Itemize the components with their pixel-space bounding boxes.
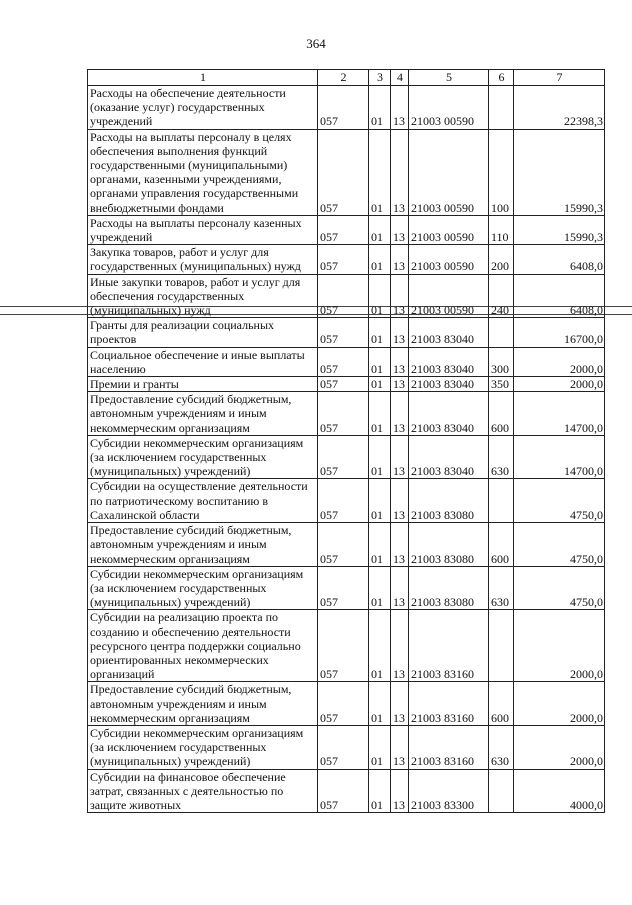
table-row bbox=[88, 129, 605, 215]
cell-name: Субсидии на реализацию проекта по созданию и обеспечению деятельности ресурсного центра поддержки социально ориентированных некоммерческих организаций bbox=[88, 610, 318, 682]
cell-name: Субсидии некоммерческим организациям (за исключением государственных (муниципальных) учреждений) bbox=[88, 566, 318, 610]
cell-target-article: 21003 83040 bbox=[409, 347, 489, 376]
cell-expense-type: 200 bbox=[489, 245, 514, 274]
cell-ministry-code: 057 bbox=[318, 318, 369, 347]
cell-target-article: 21003 83160 bbox=[409, 725, 489, 769]
cell-section: 01 bbox=[369, 523, 391, 567]
cell-amount: 16700,0 bbox=[514, 318, 605, 347]
col-header-amount: 7 bbox=[514, 70, 605, 86]
cell-amount: 4750,0 bbox=[514, 479, 605, 523]
cell-amount: 4750,0 bbox=[514, 566, 605, 610]
cell-expense-type: 300 bbox=[489, 347, 514, 376]
cell-subsection: 13 bbox=[391, 725, 409, 769]
cell-name: Расходы на обеспечение деятельности (оказание услуг) государственных учреждений bbox=[88, 86, 318, 130]
cell-amount: 6408,0 bbox=[514, 245, 605, 274]
cell-subsection: 13 bbox=[391, 682, 409, 726]
cell-ministry-code: 057 bbox=[318, 392, 369, 436]
cell-section: 01 bbox=[369, 435, 391, 479]
cell-subsection: 13 bbox=[391, 769, 409, 813]
page-number: 364 bbox=[306, 36, 326, 51]
table-row bbox=[88, 479, 605, 523]
cell-ministry-code: 057 bbox=[318, 347, 369, 376]
cell-amount: 4000,0 bbox=[514, 769, 605, 813]
cell-ministry-code: 057 bbox=[318, 725, 369, 769]
cell-ministry-code: 057 bbox=[318, 610, 369, 682]
cell-expense-type: 630 bbox=[489, 566, 514, 610]
cell-section: 01 bbox=[369, 682, 391, 726]
cell-name: Субсидии на финансовое обеспечение затрат, связанных с деятельностью по защите животных bbox=[88, 769, 318, 813]
table-row bbox=[88, 318, 605, 347]
cell-subsection: 13 bbox=[391, 347, 409, 376]
col-header-target-article: 5 bbox=[409, 70, 489, 86]
cell-subsection: 13 bbox=[391, 274, 409, 318]
cell-section: 01 bbox=[369, 245, 391, 274]
cell-section: 01 bbox=[369, 769, 391, 813]
cell-target-article: 21003 83040 bbox=[409, 435, 489, 479]
cell-section: 01 bbox=[369, 318, 391, 347]
table-row bbox=[88, 769, 605, 813]
cell-expense-type: 100 bbox=[489, 129, 514, 215]
cell-section: 01 bbox=[369, 392, 391, 436]
table-row bbox=[88, 523, 605, 567]
table-row bbox=[88, 245, 605, 274]
col-header-name: 1 bbox=[88, 70, 318, 86]
cell-target-article: 21003 83080 bbox=[409, 479, 489, 523]
cell-subsection: 13 bbox=[391, 566, 409, 610]
cell-subsection: 13 bbox=[391, 523, 409, 567]
cell-amount: 15990,3 bbox=[514, 215, 605, 244]
cell-name: Премии и гранты bbox=[88, 377, 318, 392]
cell-amount: 2000,0 bbox=[514, 725, 605, 769]
cell-expense-type: 600 bbox=[489, 392, 514, 436]
cell-amount: 15990,3 bbox=[514, 129, 605, 215]
cell-target-article: 21003 83160 bbox=[409, 682, 489, 726]
cell-expense-type: 240 bbox=[489, 274, 514, 318]
table-row bbox=[88, 566, 605, 610]
table-body bbox=[88, 86, 605, 813]
cell-name: Предоставление субсидий бюджетным, автономным учреждениям и иным некоммерческим организациям bbox=[88, 392, 318, 436]
cell-ministry-code: 057 bbox=[318, 245, 369, 274]
cell-target-article: 21003 83040 bbox=[409, 377, 489, 392]
table-row bbox=[88, 215, 605, 244]
cell-expense-type bbox=[489, 479, 514, 523]
cell-ministry-code: 057 bbox=[318, 274, 369, 318]
cell-expense-type bbox=[489, 610, 514, 682]
cell-target-article: 21003 00590 bbox=[409, 129, 489, 215]
cell-subsection: 13 bbox=[391, 215, 409, 244]
cell-subsection: 13 bbox=[391, 129, 409, 215]
cell-target-article: 21003 83080 bbox=[409, 523, 489, 567]
cell-target-article: 21003 00590 bbox=[409, 215, 489, 244]
table-row bbox=[88, 274, 605, 318]
cell-amount: 2000,0 bbox=[514, 610, 605, 682]
cell-subsection: 13 bbox=[391, 245, 409, 274]
cell-section: 01 bbox=[369, 274, 391, 318]
table-row bbox=[88, 86, 605, 130]
cell-amount: 2000,0 bbox=[514, 682, 605, 726]
header-row bbox=[88, 70, 605, 86]
col-header-ministry: 2 bbox=[318, 70, 369, 86]
cell-section: 01 bbox=[369, 215, 391, 244]
cell-name: Расходы на выплаты персоналу казенных учреждений bbox=[88, 215, 318, 244]
cell-section: 01 bbox=[369, 129, 391, 215]
cell-name: Предоставление субсидий бюджетным, автономным учреждениям и иным некоммерческим организациям bbox=[88, 682, 318, 726]
cell-expense-type bbox=[489, 86, 514, 130]
cell-target-article: 21003 83300 bbox=[409, 769, 489, 813]
cell-section: 01 bbox=[369, 377, 391, 392]
table-row bbox=[88, 377, 605, 392]
cell-subsection: 13 bbox=[391, 318, 409, 347]
cell-section: 01 bbox=[369, 610, 391, 682]
cell-ministry-code: 057 bbox=[318, 86, 369, 130]
cell-ministry-code: 057 bbox=[318, 377, 369, 392]
cell-expense-type: 350 bbox=[489, 377, 514, 392]
cell-target-article: 21003 83160 bbox=[409, 610, 489, 682]
cell-subsection: 13 bbox=[391, 435, 409, 479]
cell-expense-type: 600 bbox=[489, 523, 514, 567]
cell-section: 01 bbox=[369, 347, 391, 376]
table-row bbox=[88, 347, 605, 376]
cell-expense-type bbox=[489, 318, 514, 347]
col-header-section: 3 bbox=[369, 70, 391, 86]
cell-target-article: 21003 83040 bbox=[409, 318, 489, 347]
cell-ministry-code: 057 bbox=[318, 435, 369, 479]
budget-table bbox=[87, 69, 605, 813]
table-row bbox=[88, 682, 605, 726]
cell-name: Гранты для реализации социальных проектов bbox=[88, 318, 318, 347]
cell-ministry-code: 057 bbox=[318, 129, 369, 215]
cell-section: 01 bbox=[369, 479, 391, 523]
cell-ministry-code: 057 bbox=[318, 479, 369, 523]
col-header-expense-type: 6 bbox=[489, 70, 514, 86]
cell-name: Субсидии на осуществление деятельности по патриотическому воспитанию в Сахалинской области bbox=[88, 479, 318, 523]
table-row bbox=[88, 610, 605, 682]
cell-name: Социальное обеспечение и иные выплаты населению bbox=[88, 347, 318, 376]
cell-name: Иные закупки товаров, работ и услуг для обеспечения государственных (муниципальных) нужд bbox=[88, 274, 318, 318]
cell-expense-type: 630 bbox=[489, 725, 514, 769]
col-header-subsection: 4 bbox=[391, 70, 409, 86]
cell-name: Субсидии некоммерческим организациям (за исключением государственных (муниципальных) учреждений) bbox=[88, 725, 318, 769]
cell-expense-type: 110 bbox=[489, 215, 514, 244]
cell-target-article: 21003 83040 bbox=[409, 392, 489, 436]
cell-amount: 14700,0 bbox=[514, 392, 605, 436]
cell-name: Предоставление субсидий бюджетным, автономным учреждениям и иным некоммерческим организациям bbox=[88, 523, 318, 567]
cell-name: Закупка товаров, работ и услуг для государственных (муниципальных) нужд bbox=[88, 245, 318, 274]
cell-section: 01 bbox=[369, 86, 391, 130]
cell-ministry-code: 057 bbox=[318, 682, 369, 726]
cell-amount: 2000,0 bbox=[514, 377, 605, 392]
table-row bbox=[88, 392, 605, 436]
cell-subsection: 13 bbox=[391, 610, 409, 682]
cell-subsection: 13 bbox=[391, 377, 409, 392]
cell-amount: 4750,0 bbox=[514, 523, 605, 567]
cell-expense-type: 600 bbox=[489, 682, 514, 726]
cell-subsection: 13 bbox=[391, 86, 409, 130]
cell-target-article: 21003 00590 bbox=[409, 245, 489, 274]
cell-expense-type bbox=[489, 769, 514, 813]
table-row bbox=[88, 725, 605, 769]
cell-name: Субсидии некоммерческим организациям (за исключением государственных (муниципальных) учреждений) bbox=[88, 435, 318, 479]
cell-target-article: 21003 00590 bbox=[409, 86, 489, 130]
cell-target-article: 21003 00590 bbox=[409, 274, 489, 318]
cell-amount: 6408,0 bbox=[514, 274, 605, 318]
cell-subsection: 13 bbox=[391, 479, 409, 523]
cell-ministry-code: 057 bbox=[318, 769, 369, 813]
cell-subsection: 13 bbox=[391, 392, 409, 436]
cell-target-article: 21003 83080 bbox=[409, 566, 489, 610]
cell-amount: 14700,0 bbox=[514, 435, 605, 479]
cell-section: 01 bbox=[369, 566, 391, 610]
cell-ministry-code: 057 bbox=[318, 215, 369, 244]
cell-amount: 22398,3 bbox=[514, 86, 605, 130]
table-row bbox=[88, 435, 605, 479]
cell-expense-type: 630 bbox=[489, 435, 514, 479]
cell-ministry-code: 057 bbox=[318, 523, 369, 567]
cell-ministry-code: 057 bbox=[318, 566, 369, 610]
cell-amount: 2000,0 bbox=[514, 347, 605, 376]
cell-section: 01 bbox=[369, 725, 391, 769]
cell-name: Расходы на выплаты персоналу в целях обеспечения выполнения функций государственными (муниципальными) органами, казенными учреждениями, органами управления государственными внебюджетными фондами bbox=[88, 129, 318, 215]
